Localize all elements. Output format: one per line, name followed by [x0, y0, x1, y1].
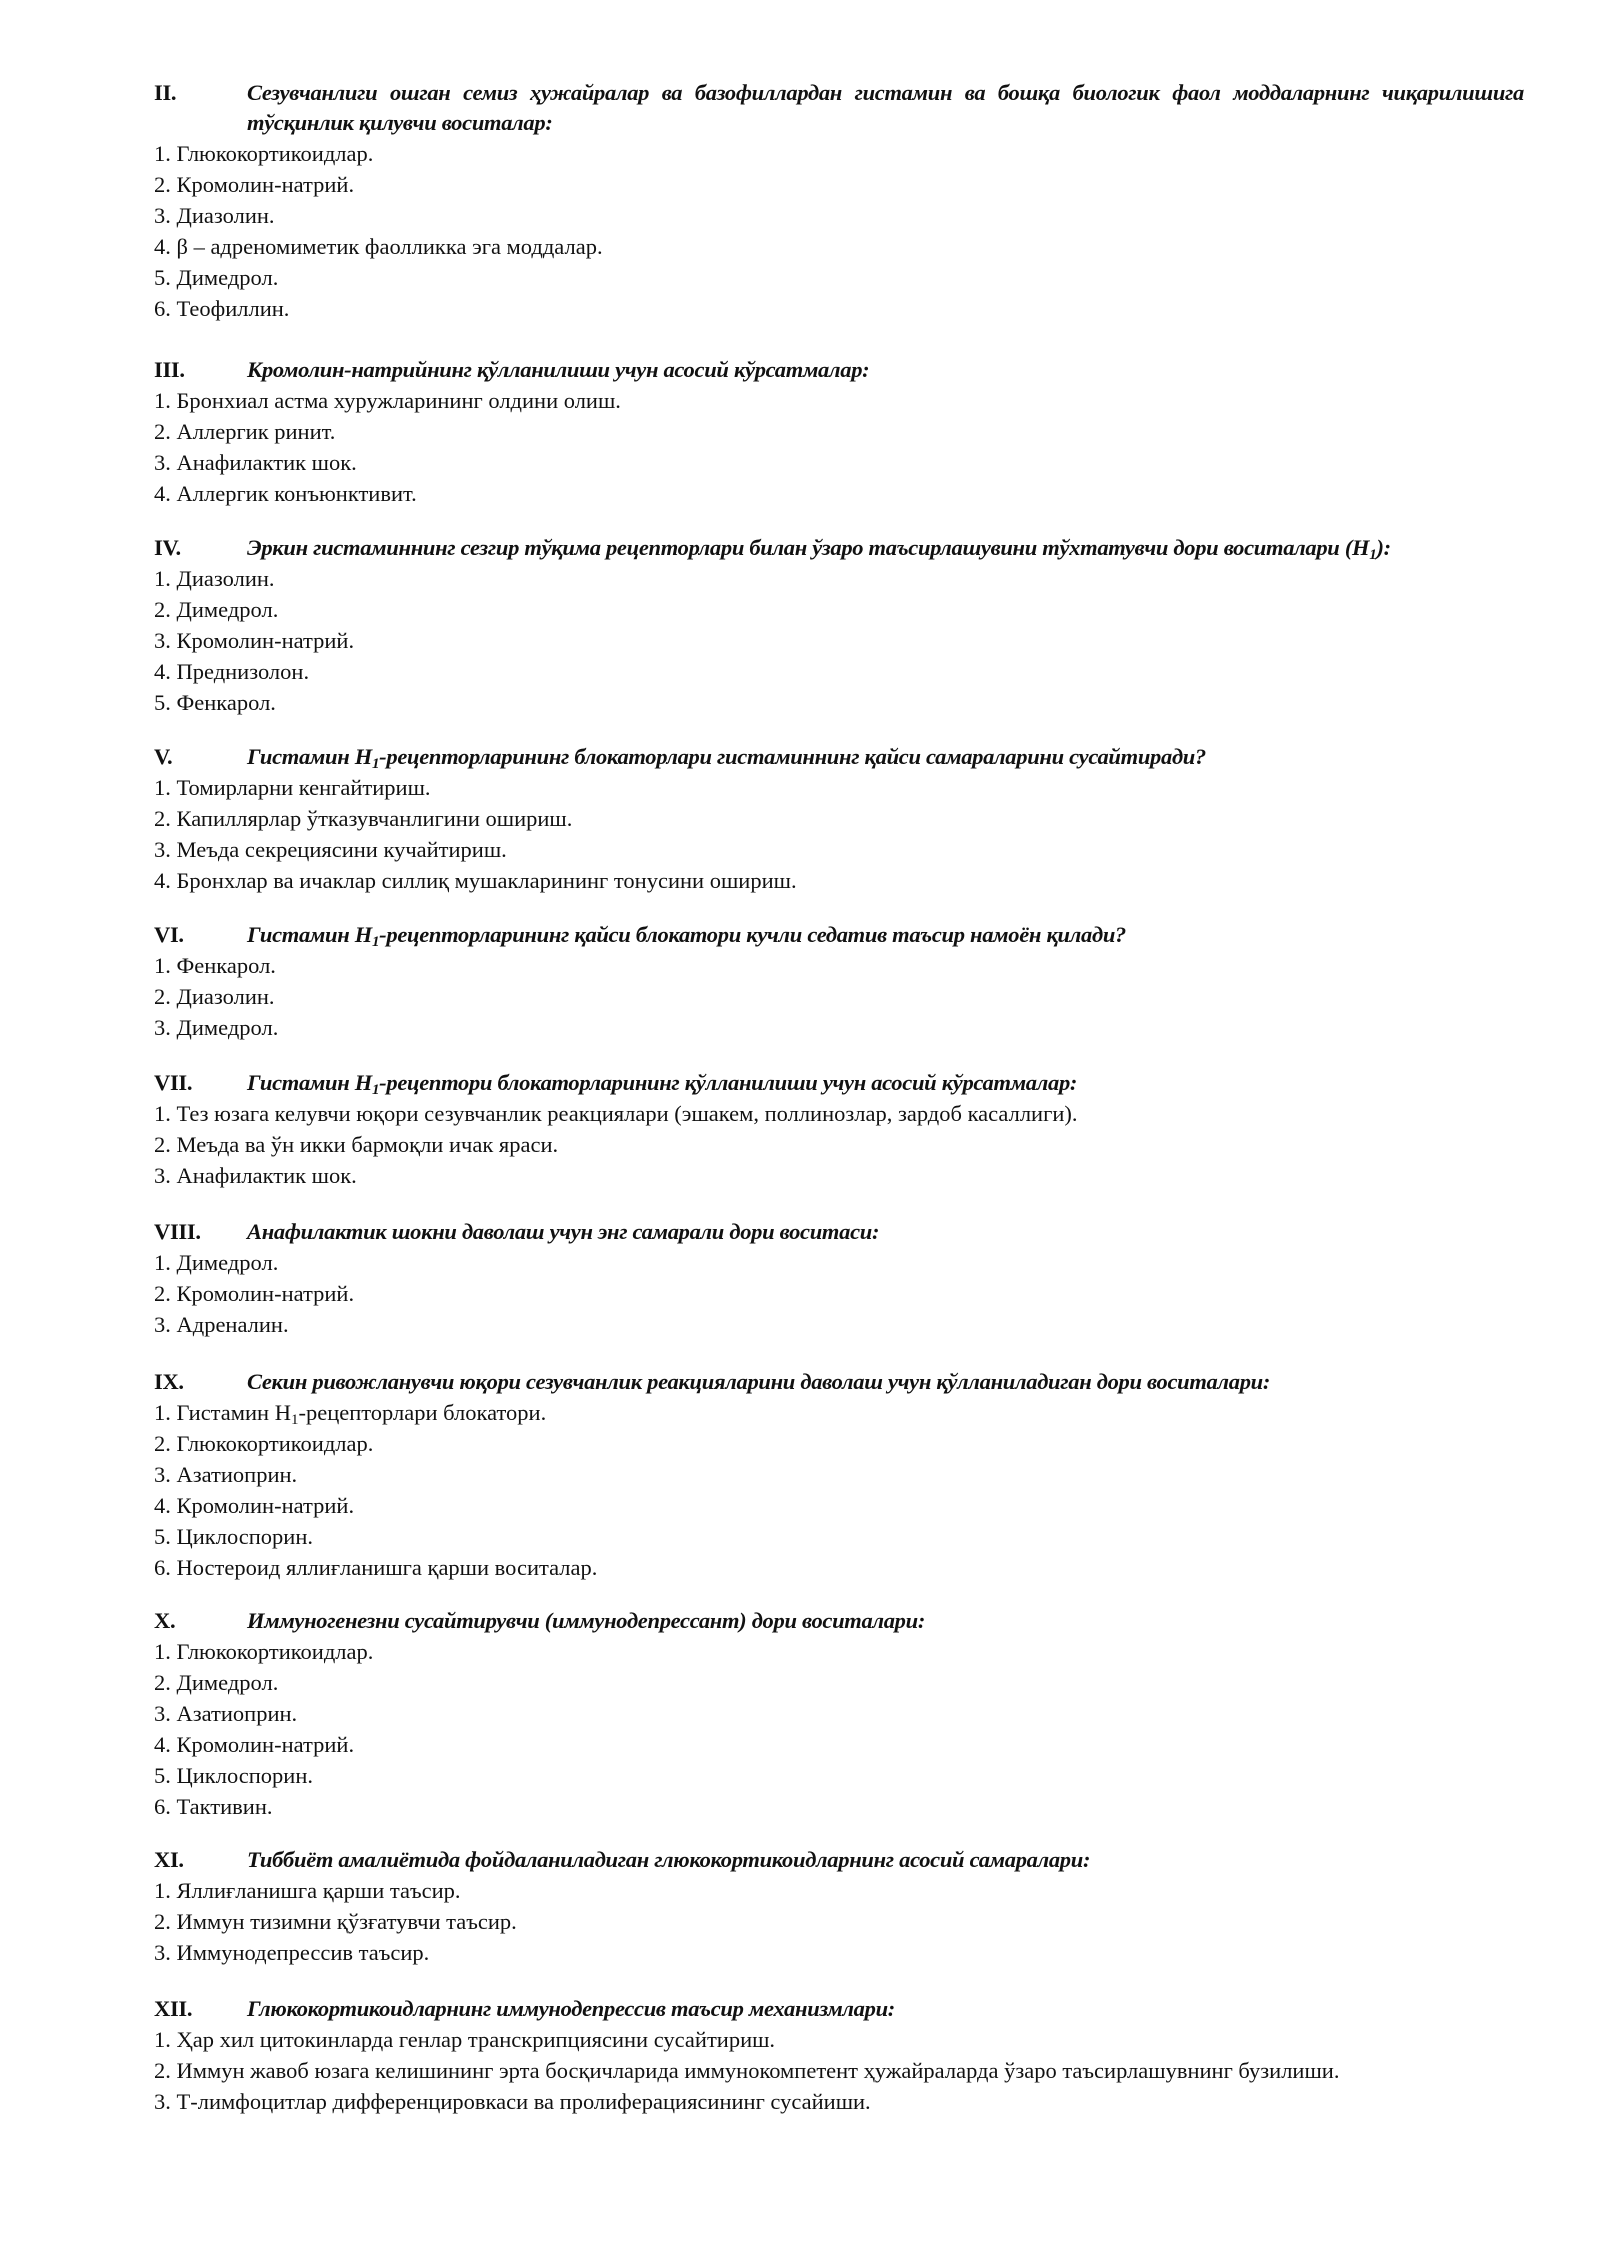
question-section-11 — [154, 1845, 1524, 1968]
question-number: XII. — [154, 1996, 193, 2021]
question-title: Эркин гистаминнинг сезгир тўқима рецепторлари билан ўзаро таъсирлашувини тўхтатувчи дори воситалари $(Н_1)$: — [247, 535, 1391, 563]
answer-option: 1. Тез юзага келувчи юқори сезувчанлик реакциялари (эшакем, поллинозлар, зардоб касаллиги). — [154, 1101, 1078, 1126]
question-section-12 — [154, 1994, 1524, 2117]
question-heading — [154, 1606, 1524, 1636]
question-section-6 — [154, 920, 1524, 1043]
question-heading — [154, 742, 1524, 772]
answer-option: 5. Циклоспорин. — [154, 1524, 313, 1549]
question-number: II. — [154, 80, 177, 105]
answer-option: 6. Тактивин. — [154, 1794, 273, 1819]
answer-option: 6. Теофиллин. — [154, 296, 290, 321]
question-section-5 — [154, 742, 1524, 896]
question-title: Иммуногенезни сусайтирувчи (иммунодепрессант) дори воситалари: — [247, 1608, 926, 1633]
question-number: VII. — [154, 1070, 193, 1095]
question-number: VI. — [154, 922, 184, 947]
answer-option: 2. Аллергик ринит. — [154, 419, 336, 444]
question-heading — [154, 920, 1524, 950]
question-heading — [154, 355, 1524, 385]
question-heading — [154, 1994, 1524, 2024]
question-heading — [154, 1367, 1524, 1397]
answer-option: 1. Яллиғланишга қарши таъсир. — [154, 1878, 461, 1903]
question-number: XI. — [154, 1847, 184, 1872]
answer-option: 3. Кромолин-натрий. — [154, 628, 355, 653]
answer-option: 3. Диазолин. — [154, 203, 275, 228]
answer-option: 4. Аллергик конъюнктивит. — [154, 481, 417, 506]
question-title: Глюкокортикоидларнинг иммунодепрессив таъсир механизмлари: — [247, 1996, 895, 2021]
question-title: Гистамин $Н_1$-рецептори блокаторларининг қўлланилиши учун асосий кўрсатмалар: — [247, 1070, 1078, 1098]
answer-option: 3. Меъда секрециясини кучайтириш. — [154, 837, 507, 862]
question-heading — [154, 1845, 1524, 1875]
question-title: Анафилактик шокни даволаш учун энг самарали дори воситаси: — [247, 1219, 880, 1244]
answer-option: 2. Глюкокортикоидлар. — [154, 1431, 374, 1456]
question-number: V. — [154, 744, 173, 769]
question-number: X. — [154, 1608, 176, 1633]
answer-option: 3. Азатиоприн. — [154, 1701, 298, 1726]
answer-option: 2. Кромолин-натрий. — [154, 1281, 355, 1306]
answer-option: 4. β – адреномиметик фаолликка эга моддалар. — [154, 234, 603, 259]
answer-option: 5. Димедрол. — [154, 265, 279, 290]
question-heading — [154, 533, 1524, 563]
answer-option: 2. Диазолин. — [154, 984, 275, 1009]
answer-option: 2. Иммун жавоб юзага келишининг эрта босқичларида иммунокомпетент ҳужайраларда ўзаро таъсирлашувнинг бузилиши. — [154, 2058, 1340, 2083]
question-section-3 — [154, 355, 1524, 509]
question-title: Тиббиёт амалиётида фойдаланиладиган глюкокортикоидларнинг асосий самаралари: — [247, 1847, 1091, 1872]
answer-option: 4. Кромолин-натрий. — [154, 1493, 355, 1518]
question-section-10 — [154, 1606, 1524, 1822]
question-title: Секин ривожланувчи юқори сезувчанлик реакцияларини даволаш учун қўлланиладиган дори воситалари: — [247, 1369, 1271, 1394]
answer-option: 1. Гистамин $Н_1$-рецепторлари блокатори. — [154, 1400, 547, 1428]
question-heading — [154, 78, 1524, 138]
answer-option: 5. Фенкарол. — [154, 690, 276, 715]
answer-option: 1. Томирларни кенгайтириш. — [154, 775, 431, 800]
answer-option: 2. Кромолин-натрий. — [154, 172, 355, 197]
question-number: III. — [154, 357, 185, 382]
answer-option: 1. Ҳар хил цитокинларда генлар транскрипциясини сусайтириш. — [154, 2027, 776, 2052]
answer-option: 1. Димедрол. — [154, 1250, 279, 1275]
answer-option: 1. Фенкарол. — [154, 953, 276, 978]
answer-option: 1. Глюкокортикоидлар. — [154, 141, 374, 166]
answer-option: 3. Анафилактик шок. — [154, 450, 357, 475]
answer-option: 4. Кромолин-натрий. — [154, 1732, 355, 1757]
question-number: IV. — [154, 535, 181, 560]
answer-option: 2. Меъда ва ўн икки бармоқли ичак яраси. — [154, 1132, 559, 1157]
answer-option: 4. Преднизолон. — [154, 659, 310, 684]
question-section-9 — [154, 1367, 1524, 1583]
answer-option: 1. Бронхиал астма хуружларининг олдини олиш. — [154, 388, 621, 413]
answer-option: 6. Ностероид яллиғланишга қарши воситалар. — [154, 1555, 598, 1580]
answer-option: 2. Димедрол. — [154, 597, 279, 622]
question-title: Кромолин-натрийнинг қўлланилиши учун асосий кўрсатмалар: — [247, 357, 870, 382]
question-section-7 — [154, 1068, 1524, 1191]
question-section-2 — [154, 78, 1524, 324]
answer-option: 2. Капиллярлар ўтказувчанлигини ошириш. — [154, 806, 573, 831]
answer-option: 3. Адреналин. — [154, 1312, 289, 1337]
question-number: VIII. — [154, 1219, 201, 1244]
answer-option: 3. Димедрол. — [154, 1015, 279, 1040]
question-number: IX. — [154, 1369, 184, 1394]
answer-option: 2. Димедрол. — [154, 1670, 279, 1695]
question-title: Гистамин $Н_1$-рецепторларининг қайси блокатори кучли седатив таъсир намоён қилади? — [247, 922, 1126, 950]
question-title: Сезувчанлиги ошган семиз ҳужайралар ва базофиллардан гистамин ва бошқа биологик фаол моддаларнинг чиқарилишига тўсқинлик қилувчи воситалар: — [247, 80, 1524, 135]
answer-option: 1. Глюкокортикоидлар. — [154, 1639, 374, 1664]
answer-option: 3. Иммунодепрессив таъсир. — [154, 1940, 430, 1965]
answer-option: 3. Азатиоприн. — [154, 1462, 298, 1487]
question-section-4 — [154, 533, 1524, 718]
question-heading — [154, 1217, 1524, 1247]
question-title: Гистамин $Н_1$-рецепторларининг блокаторлари гистаминнинг қайси самараларини сусайтиради? — [247, 744, 1206, 772]
question-heading — [154, 1068, 1524, 1098]
answer-option: 5. Циклоспорин. — [154, 1763, 313, 1788]
answer-option: 1. Диазолин. — [154, 566, 275, 591]
question-section-8 — [154, 1217, 1524, 1340]
answer-option: 2. Иммун тизимни қўзғатувчи таъсир. — [154, 1909, 517, 1934]
answer-option: 4. Бронхлар ва ичаклар силлиқ мушакларининг тонусини ошириш. — [154, 868, 797, 893]
answer-option: 3. Анафилактик шок. — [154, 1163, 357, 1188]
answer-option: 3. Т-лимфоцитлар дифференцировкаси ва пролиферациясининг сусайиши. — [154, 2089, 871, 2114]
